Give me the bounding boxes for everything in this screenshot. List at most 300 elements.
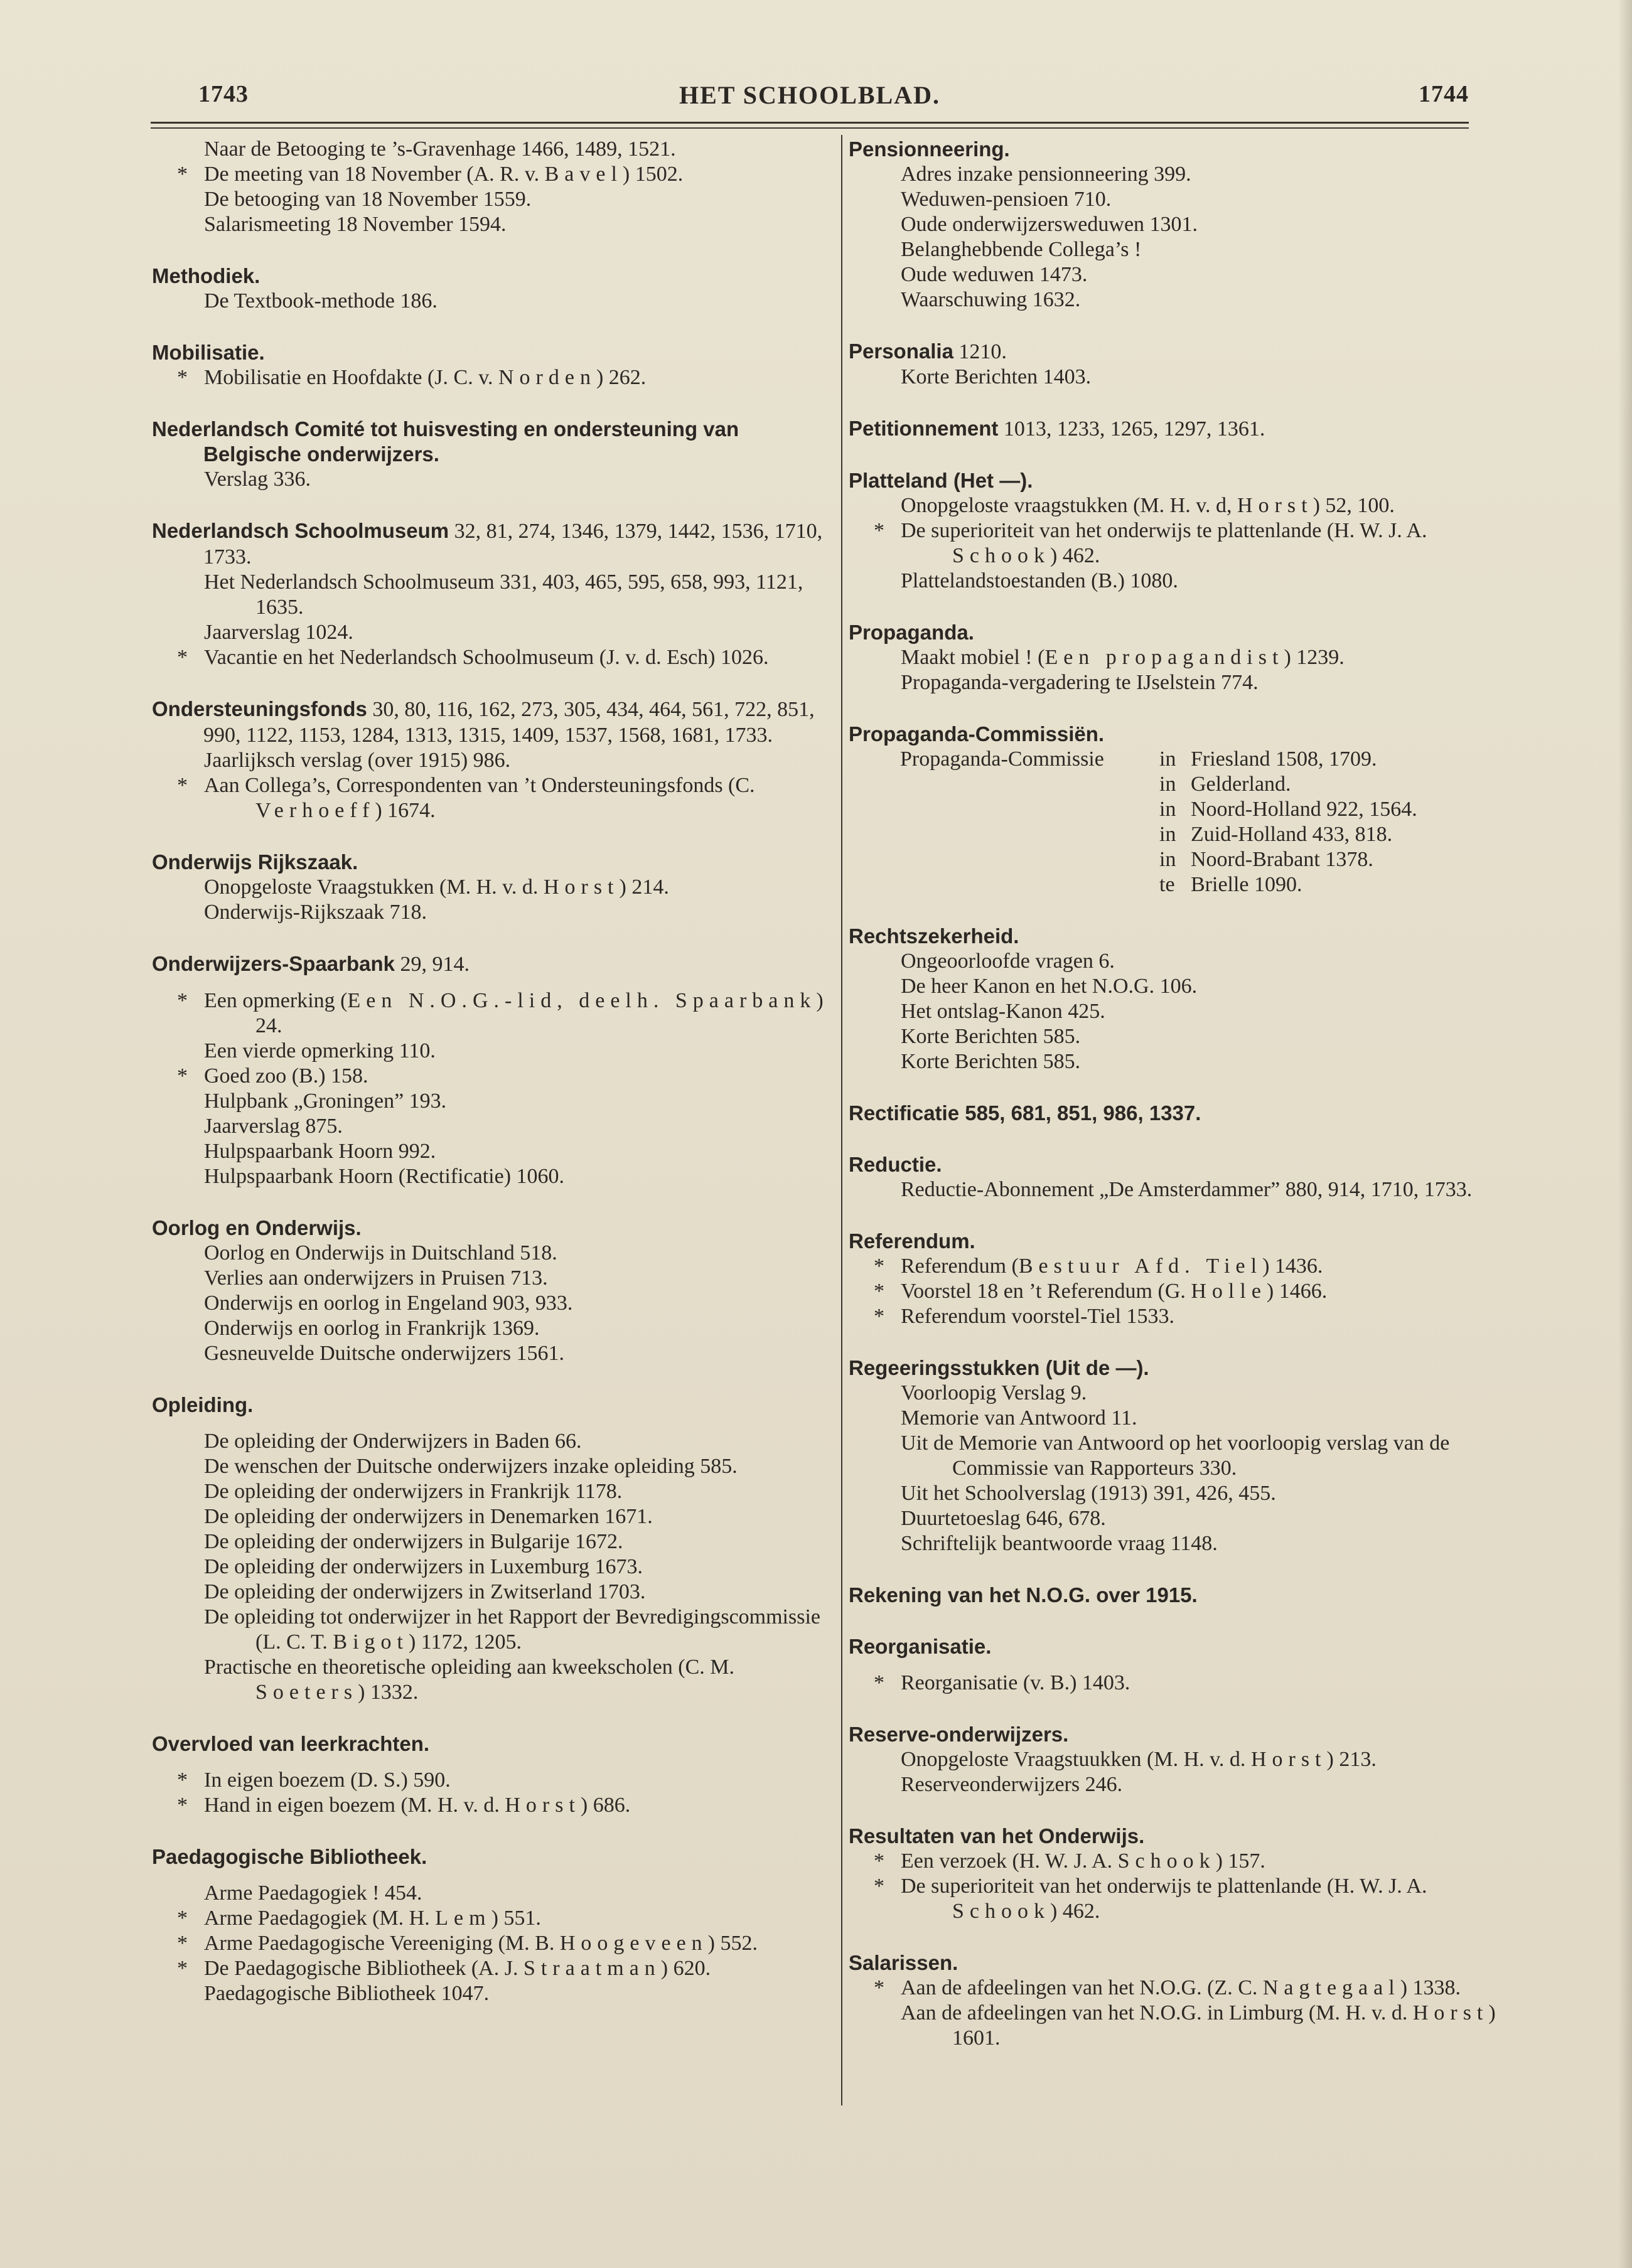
header-rule [151,122,1469,124]
asterisk-marker: * [177,1064,188,1088]
entry-heading [849,1229,1532,1254]
spaced-name: Een propagandist [1044,646,1284,669]
index-item [849,949,1532,974]
spaced-name: Bavel [544,163,623,186]
index-entry [849,1722,1532,1797]
index-item [849,974,1532,999]
entry-heading-text: Reserve-onderwijzers. [849,1723,1069,1746]
index-item [152,1981,833,2006]
entry-heading [152,1216,833,1241]
index-entry [152,951,833,1189]
item-text: Plattelandstoestanden (B.) 1080. [901,569,1178,592]
spaced-name: Horst [1237,494,1313,517]
index-item [152,1164,833,1189]
index-item [849,1049,1532,1074]
index-item [152,137,833,162]
entry-heading [849,924,1532,949]
item-text: De meeting van 18 November (A. R. v. [204,163,545,186]
commissie-label [849,772,1159,797]
commissie-prep: in [1159,798,1176,821]
asterisk-marker: * [177,989,188,1012]
index-item [849,1431,1532,1481]
item-text: Een vierde opmerking 110. [204,1039,436,1062]
index-item [152,1429,833,1454]
index-item [849,1874,1532,1924]
index-item [152,1554,833,1580]
spaced-name: Holle [1191,1280,1267,1303]
item-text: Aan de afdeelingen van het N.O.G. (Z. C. [901,1976,1263,1999]
entry-heading [849,1722,1532,1747]
index-item [152,900,833,925]
spacer [152,1869,833,1881]
item-text: Onderwijs en oorlog in Frankrijk 1369. [204,1317,540,1340]
commissie-place: Noord-Holland 922, 1564. [1191,798,1417,821]
index-item [849,287,1532,313]
index-item [849,1177,1532,1202]
item-text: ) 1239. [1284,646,1345,669]
entry-heading [152,264,833,289]
commissie-prep: te [1159,873,1175,896]
item-text: Onderwijs en oorlog in Engeland 903, 933. [204,1292,573,1315]
asterisk-marker: * [177,1907,188,1930]
item-text: Onderwijs-Rijkszaak 718. [204,901,427,924]
item-text: ) 1674. [375,799,436,822]
index-item [849,1381,1532,1406]
index-item [849,518,1532,569]
entry-heading [849,1101,1532,1126]
index-entry [849,924,1532,1074]
entry-heading-text: Reductie. [849,1153,942,1176]
spacer [152,1757,833,1768]
entry-heading [152,340,833,365]
index-entry [152,340,833,390]
item-text: Reorganisatie (v. B.) 1403. [901,1671,1130,1694]
commissie-place: Gelderland. [1191,773,1291,796]
asterisk-marker: * [874,519,884,542]
item-text: De opleiding der Onderwijzers in Baden 66. [204,1430,582,1453]
entry-heading [152,1393,833,1418]
index-item [849,999,1532,1024]
item-text: Naar de Betooging te ’s-Gravenhage 1466, 1489, 1521. [204,137,676,161]
spaced-name: Soeters [255,1681,358,1704]
item-text: ) 1601. [952,2001,1496,2050]
item-text: ) 1436. [1262,1254,1323,1278]
entry-heading [849,1950,1532,1976]
index-item [849,1772,1532,1797]
index-item [849,1531,1532,1556]
item-text: ) 1172, 1205. [408,1630,522,1654]
entry-heading [152,697,833,748]
item-text: Memorie van Antwoord 11. [901,1406,1137,1430]
index-item [849,212,1532,237]
index-entry [849,722,1532,897]
entry-heading-text: Platteland (Het —). [849,469,1033,492]
item-text: De opleiding der onderwijzers in Zwitserland 1703. [204,1580,646,1603]
index-entry [152,1731,833,1818]
commissie-prep: in [1159,848,1176,871]
index-item [152,1341,833,1366]
index-item [152,1956,833,1981]
item-text: ) 1338. [1400,1976,1461,1999]
item-text: Belanghebbende Collega’s ! [901,238,1142,261]
index-entry [849,620,1532,695]
entry-heading [152,1844,833,1869]
spaced-name: Hoogeveen [559,1932,708,1955]
entry-heading-text: Paedagogische Bibliotheek. [152,1845,427,1868]
item-text: Oorlog en Onderwijs in Duitschland 518. [204,1241,557,1265]
header-rule-thin [151,127,1469,129]
commissie-place: Zuid-Holland 433, 818. [1191,823,1393,846]
index-item [849,162,1532,187]
item-text: Voorstel 18 en ’t Referendum (G. [901,1280,1191,1303]
entry-heading-text: Overvloed van leerkrachten. [152,1732,430,1755]
index-entry [152,1844,833,2006]
item-text: ) 686. [580,1794,631,1817]
commissie-place: Brielle 1090. [1191,873,1302,896]
index-item [849,262,1532,287]
item-text: ) 552. [707,1932,758,1955]
entry-heading-text: Onderwijs Rijkszaak. [152,850,358,874]
item-text: ) 1502. [622,163,684,186]
item-text: Het ontslag-Kanon 425. [901,1000,1105,1023]
index-entry [152,1393,833,1705]
commissie-label: Propaganda-Commissie [900,747,1104,771]
commissie-row [849,847,1532,872]
item-text: ) 1332. [358,1681,419,1704]
index-item [849,1304,1532,1329]
asterisk-marker: * [874,1305,884,1328]
index-entry [849,1583,1532,1608]
entry-heading-text: Rechtszekerheid. [849,924,1019,948]
item-text: Arme Paedagogische Vereeniging (M. B. [204,1932,560,1955]
index-item [152,1504,833,1529]
commissie-prep: in [1159,823,1176,846]
commissie-row [849,747,1532,772]
entry-heading [849,722,1532,747]
index-item [152,212,833,237]
item-text: ) 462. [1050,1900,1100,1923]
asterisk-marker: * [874,1849,884,1873]
item-text: ) 52, 100. [1313,494,1395,517]
index-item [152,1881,833,1906]
spaced-name: Lem [435,1907,491,1930]
item-text: Referendum voorstel-Tiel 1533. [901,1305,1174,1328]
commissie-prep: in [1159,773,1176,796]
item-text: ) 1466. [1266,1280,1328,1303]
item-text: Aan Collega’s, Correspondenten van ’t Ondersteuningsfonds (C. [204,774,755,797]
publication-title: HET SCHOOLBLAD. [679,81,941,109]
item-text: Vacantie en het Nederlandsch Schoolmuseum (J. v. d. Esch) 1026. [204,646,769,669]
entry-heading [849,137,1532,162]
index-item [849,237,1532,262]
spaced-name: Schook [952,544,1050,567]
index-item [152,620,833,645]
item-text: Een opmerking ( [204,989,348,1012]
left-column [152,137,833,2033]
item-text: De betooging van 18 November 1559. [204,188,532,211]
entry-heading [849,416,1532,442]
item-text: Hulpbank „Groningen” 193. [204,1089,447,1113]
item-text: Hulpspaarbank Hoorn (Rectificatie) 1060. [204,1165,565,1188]
commissie-prep: in [1159,747,1176,771]
item-text: De Textbook-methode 186. [204,289,438,313]
index-entry [152,697,833,823]
item-text: De Paedagogische Bibliotheek (A. J. [204,1957,523,1980]
index-entry [849,1950,1532,2051]
entry-heading-text: Oorlog en Onderwijs. [152,1216,362,1239]
item-text: ) 214. [619,875,669,899]
item-text: Jaarverslag 1024. [204,621,353,644]
index-entry [849,1824,1532,1924]
index-entry [849,339,1532,390]
item-text: De opleiding tot onderwijzer in het Rapport der Bevredigingscommissie (L. C. T. [204,1605,820,1654]
item-text: De opleiding der onderwijzers in Luxemburg 1673. [204,1555,643,1578]
item-text: Reserveonderwijzers 246. [901,1773,1123,1796]
index-item [849,1671,1532,1696]
index-item [152,467,833,492]
entry-heading-numbers: 29, 914. [394,953,470,976]
page-number-left: 1743 [198,81,249,107]
item-text: Hand in eigen boezem (M. H. v. d. [204,1794,505,1817]
commissie-label [849,797,1159,822]
spaced-name: Bigot [333,1630,409,1654]
spaced-name: Horst [543,875,620,899]
item-text: De heer Kanon en het N.O.G. 106. [901,975,1198,998]
commissie-place: Friesland 1508, 1709. [1191,747,1377,771]
spaced-name: Nagtegaal [1262,1976,1400,1999]
item-text: De opleiding der onderwijzers in Frankrijk 1178. [204,1480,623,1503]
asterisk-marker: * [177,163,188,186]
item-text: ) 157. [1215,1849,1265,1873]
spaced-name: Straatman [523,1957,661,1980]
item-text: ) 462. [1050,544,1100,567]
index-item [152,570,833,620]
spaced-name: Horst [505,1794,581,1817]
column-divider [841,135,842,2105]
entry-heading-text: Propaganda. [849,621,974,644]
index-entry [849,1634,1532,1696]
entry-heading-numbers: 32, 81, 274, 1346, 1379, 1442, 1536, 1710, 1733. [203,520,823,569]
item-text: Onopgeloste Vraagstuukken (M. H. v. d. [901,1748,1251,1771]
spacer [152,977,833,988]
index-item [152,1454,833,1479]
index-item [849,1849,1532,1874]
index-item [152,1064,833,1089]
index-entry [849,1229,1532,1329]
spacer [849,1659,1532,1671]
index-item [849,1976,1532,2001]
item-text: Jaarverslag 875. [204,1115,343,1138]
item-text: Mobilisatie en Hoofdakte (J. C. v. [204,366,498,389]
entry-heading-text: Mobilisatie. [152,341,265,364]
item-text: Jaarlijksch verslag (over 1915) 986. [204,749,511,772]
entry-heading [152,518,833,570]
item-text: ) 262. [596,366,647,389]
item-text: Korte Berichten 1403. [901,365,1092,388]
commissie-label [849,847,1159,872]
index-item [152,1931,833,1956]
item-text: Gesneuvelde Duitsche onderwijzers 1561. [204,1342,565,1365]
index-item [152,1089,833,1114]
index-item [849,645,1532,670]
page-header [151,80,1469,124]
index-item [152,365,833,390]
index-item [849,365,1532,390]
index-item [152,289,833,314]
item-text: Reductie-Abonnement „De Amsterdammer” 880, 914, 1710, 1733. [901,1178,1473,1201]
index-entry [152,417,833,492]
spaced-name: Schook [952,1900,1050,1923]
index-entry [152,1216,833,1366]
item-text: In eigen boezem (D. S.) 590. [204,1768,451,1792]
item-text: Aan de afdeelingen van het N.O.G. in Limburg (M. H. v. d. [901,2001,1413,2025]
index-item [152,162,833,187]
index-item [849,1279,1532,1304]
index-entry [849,1356,1532,1556]
index-item [849,1481,1532,1506]
index-item [152,748,833,773]
commissie-place: Noord-Brabant 1378. [1191,848,1373,871]
item-text: ) 24. [255,989,824,1037]
index-item [152,773,833,823]
index-item [849,1406,1532,1431]
item-text: Arme Paedagogiek ! 454. [204,1881,422,1905]
entry-heading-text: Nederlandsch Comité tot huisvesting en ondersteuning van Belgische onderwijzers. [152,417,739,466]
spaced-name: Norden [498,366,596,389]
entry-heading-text: Salarissen. [849,1951,958,1974]
item-text: Hulpspaarbank Hoorn 992. [204,1140,436,1163]
asterisk-marker: * [177,366,188,389]
item-text: Een verzoek (H. W. J. A. [901,1849,1118,1873]
item-text: Verslag 336. [204,468,311,491]
index-item [152,1793,833,1818]
asterisk-marker: * [874,1280,884,1303]
index-item [152,1114,833,1139]
index-item [849,1506,1532,1531]
spaced-name: Bestuur Afd. Tiel [1018,1254,1263,1278]
index-item [849,187,1532,212]
entry-heading [849,339,1532,365]
item-text: Ongeoorloofde vragen 6. [901,949,1115,973]
item-text: Paedagogische Bibliotheek 1047. [204,1982,490,2005]
item-text: Oude onderwijzersweduwen 1301. [901,213,1198,236]
entry-heading-text: Ondersteuningsfonds [152,697,367,720]
entry-heading-text: Reorganisatie. [849,1635,992,1658]
index-item [152,1529,833,1554]
item-text: De opleiding der onderwijzers in Denemarken 1671. [204,1505,653,1528]
entry-heading [849,1583,1532,1608]
asterisk-marker: * [874,1976,884,1999]
item-text: Uit het Schoolverslag (1913) 391, 426, 455. [901,1482,1276,1505]
item-text: Het Nederlandsch Schoolmuseum 331, 403, 465, 595, 658, 993, 1121, 1635. [204,570,803,619]
entry-heading-text: Rectificatie 585, 681, 851, 986, 1337. [849,1101,1201,1125]
index-entry [152,137,833,237]
entry-heading-numbers: 1210. [953,340,1007,363]
entry-heading [152,417,833,467]
index-item [152,1291,833,1316]
index-entry [849,468,1532,594]
index-item [152,1039,833,1064]
index-item [849,2001,1532,2051]
spaced-name: Een N.O.G.-lid, deelh. Spaarbank [347,989,817,1012]
item-text: Korte Berichten 585. [901,1025,1081,1048]
index-item [152,1241,833,1266]
asterisk-marker: * [177,774,188,797]
index-entry [849,1101,1532,1126]
entry-heading [849,1356,1532,1381]
item-text: De opleiding der onderwijzers in Bulgarije 1672. [204,1530,623,1553]
spaced-name: Horst [1412,2001,1489,2025]
entry-heading [849,1152,1532,1177]
item-text: Weduwen-pensioen 710. [901,188,1112,211]
item-text: ) 213. [1326,1748,1377,1771]
entry-heading-text: Petitionnement [849,417,999,440]
commissie-row [849,822,1532,847]
item-text: De wenschen der Duitsche onderwijzers inzake opleiding 585. [204,1455,738,1478]
index-item [849,1254,1532,1279]
asterisk-marker: * [874,1671,884,1694]
entry-heading-text: Methodiek. [152,264,260,287]
item-text: Arme Paedagogiek (M. H. [204,1907,436,1930]
item-text: Korte Berichten 585. [901,1050,1081,1073]
asterisk-marker: * [874,1254,884,1278]
entry-heading-numbers: 1013, 1233, 1265, 1297, 1361. [998,417,1265,441]
entry-heading-text: Propaganda-Commissiën. [849,722,1105,746]
entry-heading [152,850,833,875]
index-item [849,1024,1532,1049]
index-item [849,670,1532,695]
index-entry [849,1152,1532,1202]
spaced-name: Schook [1117,1849,1216,1873]
index-item [152,1479,833,1504]
item-text: Onopgeloste Vraagstukken (M. H. v. d. [204,875,544,899]
index-item [152,875,833,900]
item-text: Onopgeloste vraagstukken (M. H. v. d, [901,494,1238,517]
entry-heading-text: Regeeringsstukken (Uit de —). [849,1356,1149,1379]
index-entry [152,850,833,925]
item-text: Duurtetoeslag 646, 678. [901,1507,1106,1530]
index-item [152,1655,833,1705]
item-text: Schriftelijk beantwoorde vraag 1148. [901,1532,1218,1555]
spaced-name: Verhoeff [255,799,375,822]
index-item [152,187,833,212]
asterisk-marker: * [177,1768,188,1792]
item-text: Practische en theoretische opleiding aan kweekscholen (C. M. [204,1656,735,1679]
asterisk-marker: * [177,1957,188,1980]
item-text: Voorloopig Verslag 9. [901,1381,1087,1404]
item-text: Adres inzake pensionneering 399. [901,163,1191,186]
entry-heading-text: Personalia [849,340,953,363]
index-item [152,1266,833,1291]
entry-heading-text: Onderwijzers-Spaarbank [152,952,395,975]
item-text: Maakt mobiel ! ( [901,646,1045,669]
page-number-right: 1744 [1419,81,1469,107]
index-item [849,569,1532,594]
entry-heading-text: Rekening van het N.O.G. over 1915. [849,1583,1198,1607]
item-text: Referendum ( [901,1254,1019,1278]
item-text: De superioriteit van het onderwijs te plattenlande (H. W. J. A. [901,519,1427,542]
entry-heading [152,951,833,977]
right-column [849,137,1532,2077]
item-text: Propaganda-vergadering te IJselstein 774. [901,671,1259,694]
commissie-label [849,872,1159,897]
index-item [152,1906,833,1931]
item-text: De superioriteit van het onderwijs te plattenlande (H. W. J. A. [901,1875,1427,1898]
item-text: Verlies aan onderwijzers in Pruisen 713. [204,1266,548,1290]
entry-heading [849,620,1532,645]
index-item [152,1605,833,1655]
index-entry [152,264,833,314]
